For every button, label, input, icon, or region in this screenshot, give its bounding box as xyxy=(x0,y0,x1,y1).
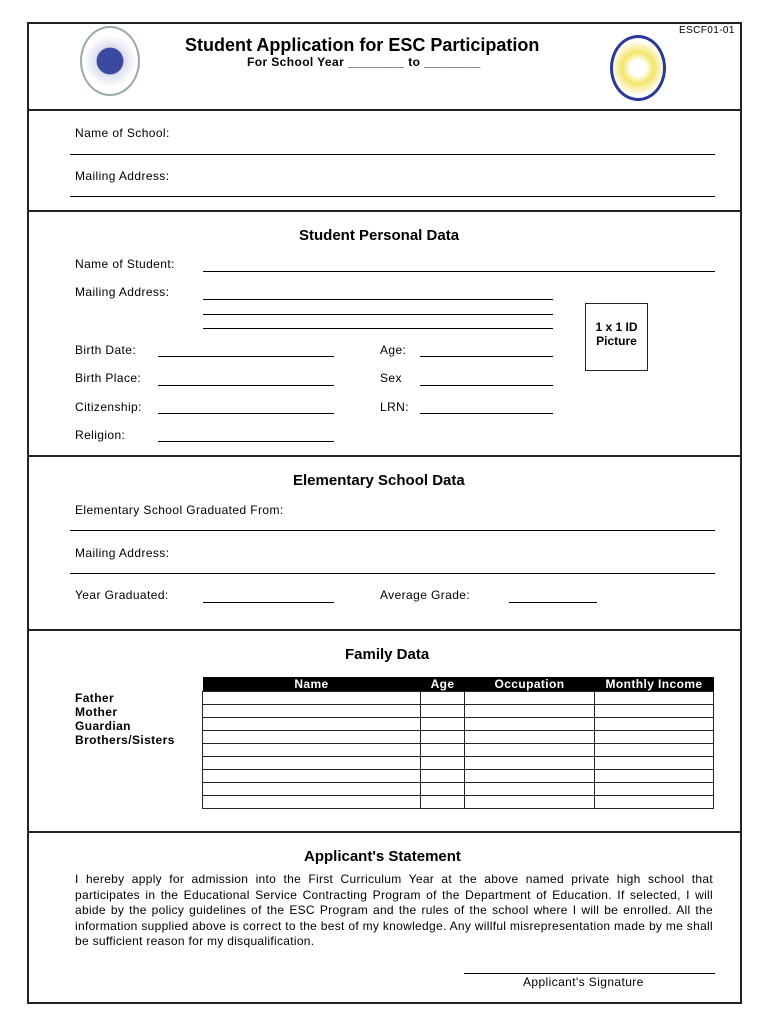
divider xyxy=(27,210,742,212)
form-code: ESCF01-01 xyxy=(679,25,735,36)
form-title: Student Application for ESC Participation xyxy=(185,35,540,55)
cell-name[interactable] xyxy=(203,692,421,705)
cell-income[interactable] xyxy=(595,731,714,744)
school-address-field[interactable] xyxy=(70,196,715,197)
table-row xyxy=(203,796,714,809)
divider xyxy=(27,831,742,833)
cell-income[interactable] xyxy=(595,783,714,796)
cell-name[interactable] xyxy=(203,705,421,718)
cell-name[interactable] xyxy=(203,770,421,783)
cell-occupation[interactable] xyxy=(465,757,595,770)
cell-income[interactable] xyxy=(595,796,714,809)
table-row xyxy=(203,770,714,783)
deped-seal-logo xyxy=(80,26,140,96)
year-graduated-field[interactable] xyxy=(203,602,334,603)
average-grade-field[interactable] xyxy=(509,602,597,603)
lrn-field[interactable] xyxy=(420,413,553,414)
cell-age[interactable] xyxy=(421,731,465,744)
elementary-heading: Elementary School Data xyxy=(293,472,465,489)
column-header-occupation: Occupation xyxy=(465,677,595,692)
cell-age[interactable] xyxy=(421,718,465,731)
year-graduated-label: Year Graduated: xyxy=(75,588,169,602)
birth-date-label: Birth Date: xyxy=(75,343,137,357)
esc-seal-logo xyxy=(610,35,666,101)
cell-age[interactable] xyxy=(421,757,465,770)
table-row xyxy=(203,731,714,744)
column-header-income: Monthly Income xyxy=(595,677,714,692)
column-header-name: Name xyxy=(203,677,421,692)
cell-name[interactable] xyxy=(203,783,421,796)
elementary-school-label: Elementary School Graduated From: xyxy=(75,503,284,517)
cell-income[interactable] xyxy=(595,692,714,705)
cell-occupation[interactable] xyxy=(465,731,595,744)
cell-income[interactable] xyxy=(595,705,714,718)
statement-heading: Applicant's Statement xyxy=(304,848,461,865)
row-label-father: Father xyxy=(75,691,115,705)
religion-label: Religion: xyxy=(75,428,126,442)
table-row xyxy=(203,757,714,770)
cell-name[interactable] xyxy=(203,744,421,757)
table-row xyxy=(203,744,714,757)
cell-age[interactable] xyxy=(421,796,465,809)
cell-age[interactable] xyxy=(421,744,465,757)
student-name-label: Name of Student: xyxy=(75,257,175,271)
lrn-label: LRN: xyxy=(380,400,409,414)
id-picture-label: Picture xyxy=(596,334,637,348)
family-row-labels xyxy=(75,691,175,747)
student-address-label: Mailing Address: xyxy=(75,285,170,299)
birth-place-label: Birth Place: xyxy=(75,371,142,385)
student-address-field-2[interactable] xyxy=(203,314,553,315)
elementary-address-field[interactable] xyxy=(70,573,715,574)
student-address-field-1[interactable] xyxy=(203,299,553,300)
elementary-school-field[interactable] xyxy=(70,530,715,531)
table-row xyxy=(203,705,714,718)
cell-income[interactable] xyxy=(595,757,714,770)
cell-age[interactable] xyxy=(421,692,465,705)
school-year-line[interactable]: For School Year ________ to ________ xyxy=(247,55,481,69)
sex-label: Sex xyxy=(380,371,402,385)
cell-occupation[interactable] xyxy=(465,783,595,796)
cell-name[interactable] xyxy=(203,757,421,770)
row-label-guardian: Guardian xyxy=(75,719,131,733)
cell-occupation[interactable] xyxy=(465,718,595,731)
age-field[interactable] xyxy=(420,356,553,357)
sex-field[interactable] xyxy=(420,385,553,386)
id-picture-box xyxy=(585,303,648,371)
age-label: Age: xyxy=(380,343,407,357)
personal-heading: Student Personal Data xyxy=(299,227,460,244)
divider xyxy=(27,455,742,457)
id-picture-label: 1 x 1 ID xyxy=(595,320,638,334)
cell-name[interactable] xyxy=(203,796,421,809)
row-label-mother: Mother xyxy=(75,705,118,719)
citizenship-label: Citizenship: xyxy=(75,400,142,414)
cell-age[interactable] xyxy=(421,705,465,718)
cell-income[interactable] xyxy=(595,770,714,783)
divider xyxy=(27,109,742,111)
cell-occupation[interactable] xyxy=(465,692,595,705)
signature-field[interactable] xyxy=(464,973,715,974)
citizenship-field[interactable] xyxy=(158,413,334,414)
school-address-label: Mailing Address: xyxy=(75,169,170,183)
school-name-label: Name of School: xyxy=(75,126,170,140)
religion-field[interactable] xyxy=(158,441,334,442)
birth-place-field[interactable] xyxy=(158,385,334,386)
row-label-siblings: Brothers/Sisters xyxy=(75,733,175,747)
cell-income[interactable] xyxy=(595,718,714,731)
table-row xyxy=(203,718,714,731)
elementary-address-label: Mailing Address: xyxy=(75,546,170,560)
school-name-field[interactable] xyxy=(70,154,715,155)
cell-occupation[interactable] xyxy=(465,796,595,809)
birth-date-field[interactable] xyxy=(158,356,334,357)
cell-income[interactable] xyxy=(595,744,714,757)
divider xyxy=(27,629,742,631)
student-address-field-3[interactable] xyxy=(203,328,553,329)
family-heading: Family Data xyxy=(345,646,430,663)
table-row xyxy=(203,783,714,796)
statement-text: I hereby apply for admission into the First Curriculum Year at the above named private high school that participates in the Educational Service Contracting Program of the Department of Education. If selected, I will abide by the policy guidelines of the ESC Program and the rules of the school where I will be enrolled. All the information supplied above is correct to the best of my knowledge. Any willful misrepresentation made by me shall be sufficient reason for my disqualification. xyxy=(75,872,713,948)
average-grade-label: Average Grade: xyxy=(380,588,471,602)
cell-occupation[interactable] xyxy=(465,744,595,757)
signature-label: Applicant's Signature xyxy=(523,975,644,989)
cell-occupation[interactable] xyxy=(465,770,595,783)
cell-name[interactable] xyxy=(203,718,421,731)
student-name-field[interactable] xyxy=(203,271,715,272)
cell-occupation[interactable] xyxy=(465,705,595,718)
table-row xyxy=(203,692,714,705)
cell-age[interactable] xyxy=(421,783,465,796)
family-table xyxy=(202,677,714,809)
cell-age[interactable] xyxy=(421,770,465,783)
column-header-age: Age xyxy=(421,677,465,692)
cell-name[interactable] xyxy=(203,731,421,744)
